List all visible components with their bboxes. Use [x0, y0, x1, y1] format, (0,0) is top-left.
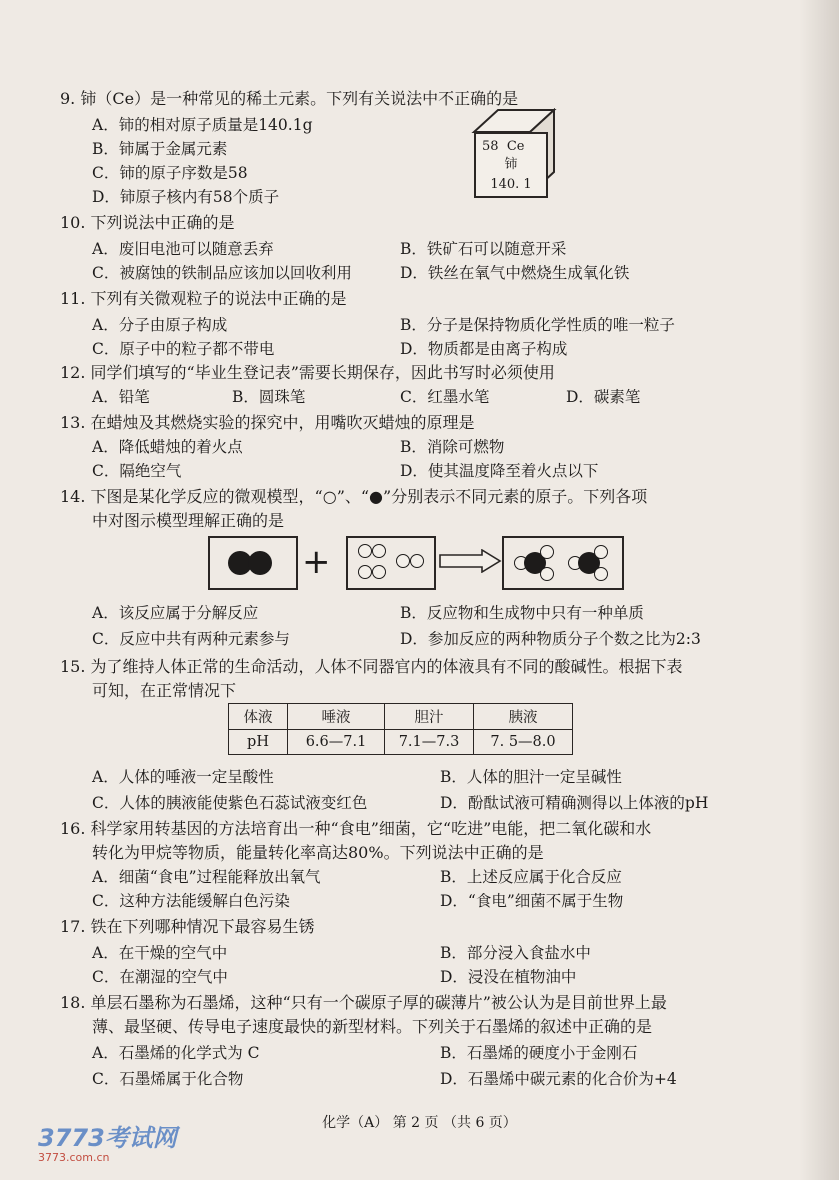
q15-stem-2: 可知，在正常情况下	[92, 681, 237, 700]
q11-option-d: D．物质都是由离子构成	[400, 340, 568, 358]
reaction-arrow	[438, 549, 502, 573]
q18-stem-2: 薄、最坚硬、传导电子速度最快的新型材料。下列关于石墨烯的叙述中正确的是	[92, 1017, 653, 1036]
table-cell: pH	[229, 730, 288, 755]
q14-stem-1	[60, 486, 647, 508]
q15-option-b: B．人体的胆汁一定呈碱性	[440, 768, 622, 786]
q16-option-c: C．这种方法能缓解白色污染	[92, 892, 290, 910]
q14-text-1: 下图是某化学反应的微观模型，“○”、“●”分别表示不同元素的原子。下列各项	[90, 487, 648, 506]
q15-option-d: D．酚酞试液可精确测得以上体液的pH	[440, 794, 709, 812]
q12-number: 12.	[60, 363, 86, 382]
q9-text: 铈（Ce）是一种常见的稀土元素。下列有关说法中不正确的是	[80, 89, 519, 108]
q16-number: 16.	[60, 819, 86, 838]
q18-text-1: 单层石墨称为石墨烯，这种“只有一个碳原子厚的碳薄片”被公认为是目前世界上最	[90, 993, 667, 1012]
q9-option-b: B．铈属于金属元素	[92, 140, 228, 158]
table-cell: 7.1—7.3	[385, 730, 474, 755]
q10-option-b: B．铁矿石可以随意开采	[400, 240, 567, 258]
atomic-mass: 140. 1	[490, 177, 532, 192]
table-cell: 体液	[229, 704, 288, 730]
q10-number: 10.	[60, 213, 86, 232]
white-atom	[540, 567, 554, 581]
q17-option-b: B．部分浸入食盐水中	[440, 944, 591, 962]
q17-text: 铁在下列哪种情况下最容易生锈	[90, 917, 315, 936]
q16-option-d: D．“食电”细菌不属于生物	[440, 892, 624, 910]
q12-option-b: B．圆珠笔	[232, 388, 306, 406]
q10-option-a: A．废旧电池可以随意丢弃	[92, 240, 274, 258]
q10-option-d: D．铁丝在氧气中燃烧生成氧化铁	[400, 264, 630, 282]
white-atom	[396, 554, 410, 568]
q10-text: 下列说法中正确的是	[90, 213, 235, 232]
q11-option-c: C．原子中的粒子都不带电	[92, 340, 275, 358]
white-atom	[594, 545, 608, 559]
q14-option-c: C．反应中共有两种元素参与	[92, 630, 290, 648]
q10-stem	[60, 212, 235, 234]
q11-stem	[60, 288, 347, 310]
table-cell: 胰液	[474, 704, 573, 730]
q12-option-a: A．铅笔	[92, 388, 150, 406]
q14-number: 14.	[60, 487, 86, 506]
q9-option-a: A．铈的相对原子质量是140.1g	[92, 116, 313, 134]
q16-stem-2: 转化为甲烷等物质，能量转化率高达80%。下列说法中正确的是	[92, 843, 544, 862]
q18-option-a: A．石墨烯的化学式为 C	[92, 1044, 260, 1062]
element-name: 铈	[504, 157, 518, 172]
q10-option-c: C．被腐蚀的铁制品应该加以回收利用	[92, 264, 352, 282]
white-atom	[372, 565, 386, 579]
table-cell: 唾液	[288, 704, 385, 730]
reactant-box-1	[208, 536, 298, 590]
ph-table	[228, 703, 573, 755]
q13-option-a: A．降低蜡烛的着火点	[92, 438, 243, 456]
q17-stem	[60, 916, 315, 938]
white-atom	[372, 544, 386, 558]
q9-option-c: C．铈的原子序数是58	[92, 164, 248, 182]
q14-option-a: A．该反应属于分解反应	[92, 604, 259, 622]
table-cell: 6.6—7.1	[288, 730, 385, 755]
product-box	[502, 536, 624, 590]
q18-number: 18.	[60, 993, 86, 1012]
q15-stem-1	[60, 656, 683, 678]
q12-text: 同学们填写的“毕业生登记表”需要长期保存，因此书写时必须使用	[90, 363, 555, 382]
q12-stem	[60, 362, 555, 384]
q14-option-d: D．参加反应的两种物质分子个数之比为2:3	[400, 630, 701, 648]
q15-option-c: C．人体的胰液能使紫色石蕊试液变红色	[92, 794, 368, 812]
q14-stem-2: 中对图示模型理解正确的是	[92, 511, 285, 530]
q11-number: 11.	[60, 289, 86, 308]
q13-number: 13.	[60, 413, 86, 432]
page-edge-shadow	[799, 0, 839, 1180]
q16-option-b: B．上述反应属于化合反应	[440, 868, 622, 886]
q13-option-d: D．使其温度降至着火点以下	[400, 462, 599, 480]
q15-option-a: A．人体的唾液一定呈酸性	[92, 768, 274, 786]
q15-text-1: 为了维持人体正常的生命活动，人体不同器官内的体液具有不同的酸碱性。根据下表	[90, 657, 683, 676]
q17-number: 17.	[60, 917, 86, 936]
watermark-logo: 3773考试网	[38, 1124, 177, 1152]
q18-option-d: D．石墨烯中碳元素的化合价为+4	[440, 1070, 677, 1088]
atomic-number: 58 Ce	[482, 139, 525, 154]
q17-option-a: A．在干燥的空气中	[92, 944, 228, 962]
q9-number: 9.	[60, 89, 76, 108]
q15-number: 15.	[60, 657, 86, 676]
q14-option-b: B．反应物和生成物中只有一种单质	[400, 604, 644, 622]
ph-table-header	[229, 704, 573, 730]
white-atom	[358, 565, 372, 579]
q11-text: 下列有关微观粒子的说法中正确的是	[90, 289, 347, 308]
white-atom	[594, 567, 608, 581]
q16-stem-1	[60, 818, 651, 840]
q12-option-d: D．碳素笔	[566, 388, 641, 406]
table-cell: 7. 5—8.0	[474, 730, 573, 755]
element-card-cerium	[474, 132, 548, 198]
white-atom	[540, 545, 554, 559]
q13-text: 在蜡烛及其燃烧实验的探究中，用嘴吹灭蜡烛的原理是	[90, 413, 475, 432]
table-cell: 胆汁	[385, 704, 474, 730]
q17-option-c: C．在潮湿的空气中	[92, 968, 228, 986]
q16-text-1: 科学家用转基因的方法培育出一种“食电”细菌，它“吃进”电能，把二氧化碳和水	[90, 819, 652, 838]
reactant-box-2	[346, 536, 436, 590]
white-atom	[358, 544, 372, 558]
q11-option-b: B．分子是保持物质化学性质的唯一粒子	[400, 316, 675, 334]
q13-option-c: C．隔绝空气	[92, 462, 182, 480]
white-atom	[410, 554, 424, 568]
ph-table-row	[229, 730, 573, 755]
q18-option-b: B．石墨烯的硬度小于金刚石	[440, 1044, 638, 1062]
q13-option-b: B．消除可燃物	[400, 438, 505, 456]
q16-option-a: A．细菌“食电”过程能释放出氧气	[92, 868, 321, 886]
q13-stem	[60, 412, 475, 434]
page-footer: 化学（A） 第 2 页 （共 6 页）	[322, 1115, 517, 1131]
watermark-url: 3773.com.cn	[38, 1151, 110, 1164]
q18-stem-1	[60, 992, 667, 1014]
black-atom	[248, 551, 272, 575]
watermark	[38, 1118, 177, 1164]
q9-stem	[60, 88, 518, 110]
plus-sign: +	[302, 542, 331, 582]
q18-option-c: C．石墨烯属于化合物	[92, 1070, 244, 1088]
q9-option-d: D．铈原子核内有58个质子	[92, 188, 280, 206]
q11-option-a: A．分子由原子构成	[92, 316, 228, 334]
q12-option-c: C．红墨水笔	[400, 388, 490, 406]
q17-option-d: D．浸没在植物油中	[440, 968, 577, 986]
